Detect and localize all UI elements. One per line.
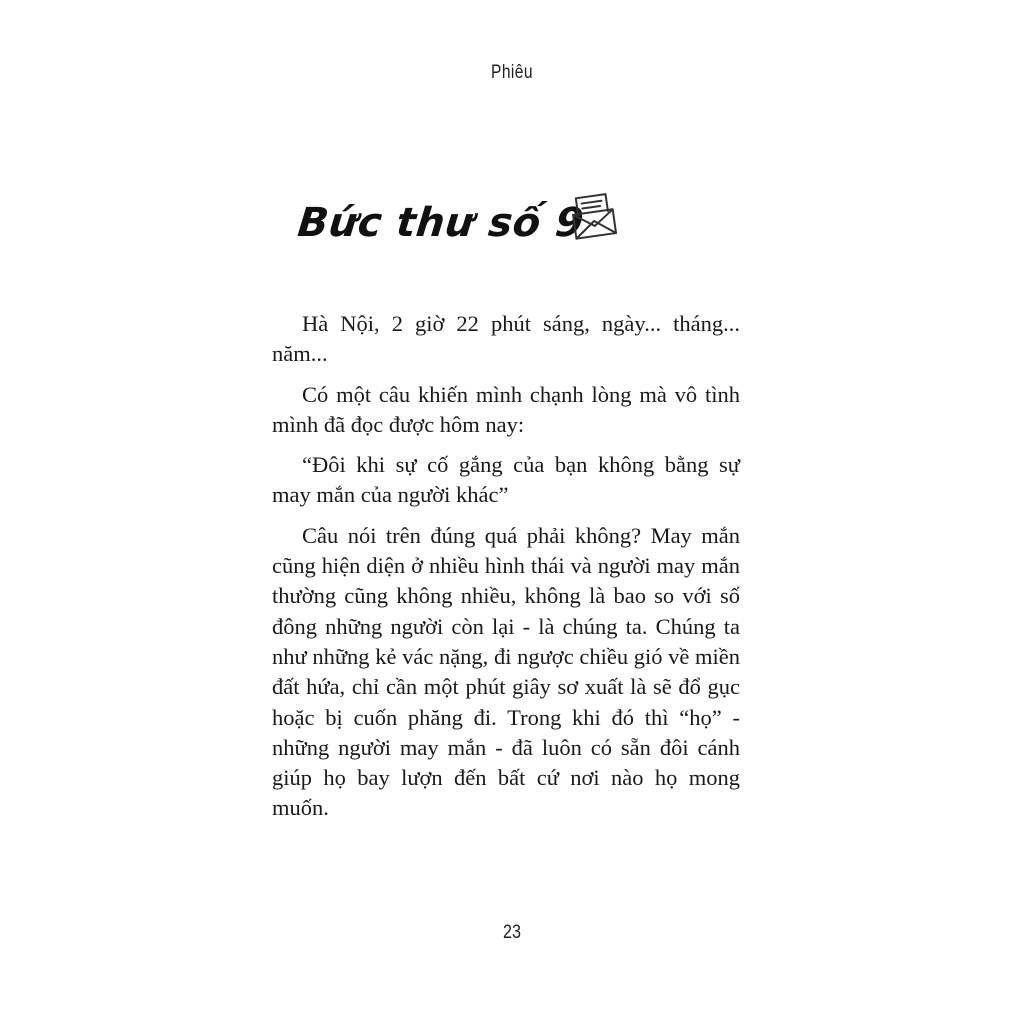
envelope-letter-icon <box>566 190 622 242</box>
chapter-title: Bức thư số 9 <box>295 200 587 246</box>
paragraph-reflection: Câu nói trên đúng quá phải không? May mắn cũng hiện diện ở nhiều hình thái và người may mắn thường cũng không nhiều, không là bao so với số đông những người còn lại - là chúng ta. Chúng ta như những kẻ vác nặng, đi ngược chiều gió về miền đất hứa, chỉ cần một phút giây sơ xuất là sẽ đổ gục hoặc bị cuốn phăng đi. Trong khi đó thì “họ” - những người may mắn - đã luôn có sẵn đôi cánh giúp họ bay lượn đến bất cứ nơi nào họ mong muốn. <box>272 522 740 821</box>
paragraph-quote: “Đôi khi sự cố gắng của bạn không bằng sự may mắn của người khác” <box>272 452 740 508</box>
body-text <box>272 309 740 834</box>
page-number: 23 <box>503 922 521 943</box>
paragraph-dateline: Hà Nội, 2 giờ 22 phút sáng, ngày... tháng... năm... <box>272 311 740 367</box>
paragraph-intro: Có một câu khiến mình chạnh lòng mà vô tình mình đã đọc được hôm nay: <box>272 381 740 437</box>
running-header: Phiêu <box>491 62 533 83</box>
